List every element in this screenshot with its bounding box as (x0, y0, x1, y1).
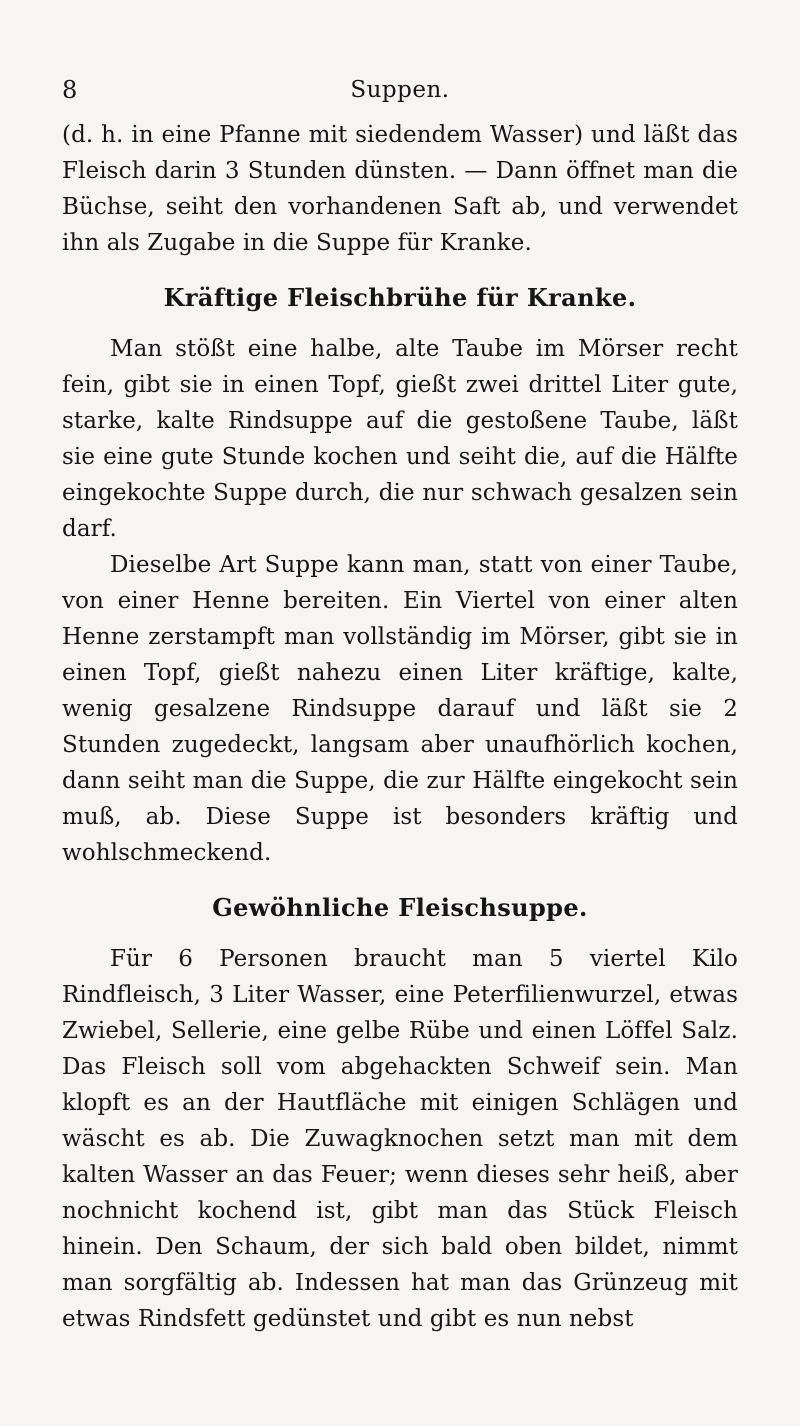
page-header (62, 70, 738, 110)
running-title: Suppen. (350, 77, 450, 103)
recipe-paragraph: Dieselbe Art Suppe kann man, statt von einer Taube, von einer Henne bereiten. Ein Viertel von einer alten Henne zerstampft man vollständig im Mörser, gibt sie in einen Topf, gießt nahezu einen Liter kräftige, kalte, wenig gesalzene Rindsuppe darauf und läßt sie 2 Stunden zugedeckt, langsam aber unaufhörlich kochen, dann seiht man die Suppe, die zur Hälfte eingekocht sein muß, ab. Diese Suppe ist besonders kräftig und wohlschmeckend. (62, 552, 738, 866)
page-number: 8 (62, 76, 78, 104)
recipe-heading-strong-broth: Kräftige Fleischbrühe für Kranke. (163, 283, 637, 312)
recipe-heading-ordinary-meat-soup: Gewöhnliche Fleischsuppe. (212, 893, 588, 922)
intro-paragraph: (d. h. in eine Pfanne mit siedendem Wasser) und läßt das Fleisch darin 3 Stunden dünsten. — Dann öffnet man die Büchse, seiht den vorhandenen Saft ab, und verwendet ihn als Zugabe in die Suppe für Kranke. (62, 122, 738, 256)
recipe-paragraph: Man stößt eine halbe, alte Taube im Mörser recht fein, gibt sie in einen Topf, gießt zwei drittel Liter gute, starke, kalte Rindsuppe auf die gestoßene Taube, läßt sie eine gute Stunde kochen und seiht die, auf die Hälfte eingekochte Suppe durch, die nur schwach gesalzen sein darf. (62, 336, 738, 542)
recipe-paragraph: Für 6 Personen braucht man 5 viertel Kilo Rindfleisch, 3 Liter Wasser, eine Peterfilienwurzel, etwas Zwiebel, Sellerie, eine gelbe Rübe und einen Löffel Salz. Das Fleisch soll vom abgehackten Schweif sein. Man klopft es an der Hautfläche mit einigen Schlägen und wäscht es ab. Die Zuwagknochen setzt man mit dem kalten Wasser an das Feuer; wenn dieses sehr heiß, aber nochnicht kochend ist, gibt man das Stück Fleisch hinein. Den Schaum, der sich bald oben bildet, nimmt man sorgfältig ab. Indessen hat man das Grünzeug mit etwas Rindsfett gedünstet und gibt es nun nebst (62, 946, 738, 1332)
page-content (62, 117, 738, 1337)
